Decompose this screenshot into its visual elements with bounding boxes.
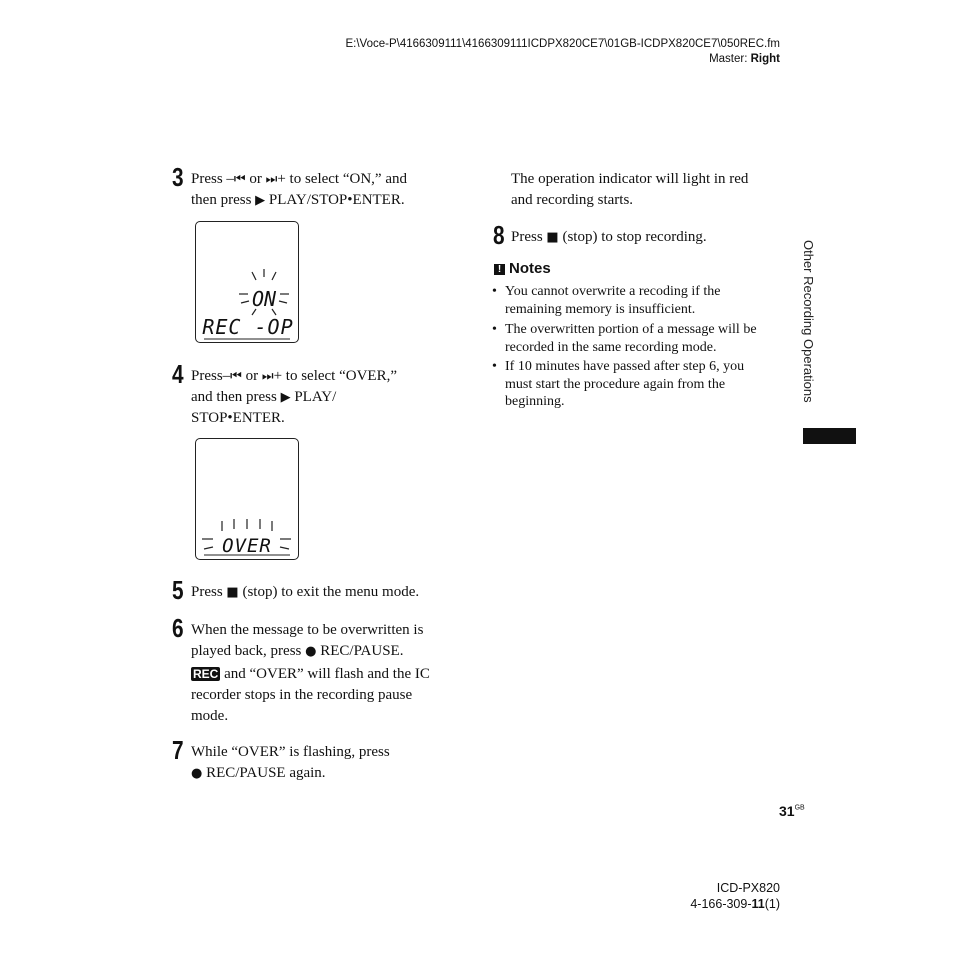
footer-model: ICD-PX820: [716, 881, 780, 895]
section-side-tab: Other Recording Operations: [801, 240, 816, 403]
note-1-line1: You cannot overwrite a recoding if the: [505, 284, 721, 299]
play-icon: ▶: [255, 193, 266, 208]
step-8-number: 8: [493, 220, 505, 250]
step-7-text: [191, 742, 481, 784]
note-3-line2: must start the procedure again from the: [505, 376, 726, 392]
note-2-line2: recorded in the same recording mode.: [505, 339, 717, 355]
lcd-display-over: [195, 438, 299, 560]
footer-model-info: [690, 880, 780, 912]
rec-dot-icon: ●: [305, 644, 317, 659]
page-number-value: 31: [779, 803, 795, 819]
continuation-line1: The operation indicator will light in red: [511, 171, 749, 187]
step-4-line2a: and then press: [191, 389, 281, 405]
file-path: E:\Voce-P\4166309111\4166309111ICDPX820CE7\01GB-ICDPX820CE7\050REC.fm: [345, 38, 780, 50]
step-3-line1a: Press –: [191, 171, 234, 187]
lcd-over-svg: [196, 439, 298, 559]
footer-code: [690, 896, 780, 912]
step-8-line1b: (stop) to stop recording.: [558, 229, 707, 245]
notes-title: Notes: [509, 260, 551, 277]
step-8-text: [511, 227, 791, 248]
step-4-line1a: Press–: [191, 368, 231, 384]
step-3-line2a: then press: [191, 192, 256, 208]
step-3-line1b: or: [245, 171, 266, 187]
step-4-text: [191, 366, 481, 429]
step-4-line2b: PLAY/: [290, 389, 337, 405]
bullet-icon: •: [492, 322, 497, 337]
step-7-line1: While “OVER” is flashing, press: [191, 744, 390, 760]
step-6-line3: and “OVER” will flash and the IC: [220, 666, 430, 682]
step-6-line2b: REC/PAUSE.: [316, 643, 404, 659]
note-text: [505, 321, 757, 356]
note-2-line1: The overwritten portion of a message will be: [505, 322, 757, 337]
step-4-line1b: or: [241, 368, 262, 384]
lcd-on-svg: [196, 222, 298, 342]
step-7-number: 7: [172, 735, 184, 765]
file-path-header: [345, 37, 780, 67]
step-6-text: [191, 620, 481, 727]
footer-code-b: 11: [751, 897, 765, 911]
section-tab-marker: [803, 428, 856, 444]
next-icon: ⏭: [261, 369, 274, 384]
note-item: [492, 358, 782, 412]
step-7-line2: REC/PAUSE again.: [202, 765, 326, 781]
master-line: [345, 52, 780, 67]
bullet-icon: •: [492, 284, 497, 299]
note-text: [505, 283, 721, 318]
note-3-line1: If 10 minutes have passed after step 6, you: [505, 359, 745, 374]
stop-icon: ■: [546, 230, 559, 245]
lcd-display-on: [195, 221, 299, 343]
step-5-line1a: Press: [191, 584, 227, 600]
prev-icon: ⏮: [233, 172, 246, 187]
note-item: [492, 283, 782, 319]
step-4-number: 4: [172, 359, 184, 389]
step-5-number: 5: [172, 575, 184, 605]
step-4-line1c: + to select “OVER,”: [273, 368, 397, 384]
step-6-line4: recorder stops in the recording pause: [191, 687, 413, 703]
lcd-on-text: ON: [251, 287, 277, 311]
rec-dot-icon: ●: [191, 766, 203, 781]
master-label: Master:: [709, 53, 748, 65]
step-5-text: [191, 582, 481, 603]
continuation-line2: and recording starts.: [511, 192, 634, 208]
step-6-line2a: played back, press: [191, 643, 306, 659]
play-icon: ▶: [280, 390, 291, 405]
rec-indicator-badge: REC: [193, 667, 219, 681]
step-3-line1c: + to select “ON,” and: [277, 171, 407, 187]
footer-code-a: 4-166-309-: [690, 897, 752, 911]
step-6-line5: mode.: [191, 708, 229, 724]
step-3-line2b: PLAY/STOP•ENTER.: [265, 192, 405, 208]
stop-icon: ■: [226, 585, 239, 600]
continuation-text: [511, 169, 791, 211]
lcd-rec-op-text: REC -OP: [202, 315, 294, 339]
notes-warning-icon: !: [494, 264, 505, 275]
step-3-number: 3: [172, 162, 184, 192]
step-6-line1: When the message to be overwritten is: [191, 622, 424, 638]
notes-heading: [494, 260, 551, 277]
note-3-line3: beginning.: [505, 394, 565, 409]
next-icon: ⏭: [265, 172, 278, 187]
step-8-line1a: Press: [511, 229, 547, 245]
step-5-line1b: (stop) to exit the menu mode.: [238, 584, 420, 600]
master-value: Right: [750, 53, 780, 65]
page-number-suffix: GB: [794, 804, 805, 812]
note-item: [492, 321, 782, 357]
step-6-number: 6: [172, 613, 184, 643]
note-1-line2: remaining memory is insufficient.: [505, 301, 696, 317]
page-number: [779, 803, 805, 821]
lcd-over-text: OVER: [222, 535, 272, 557]
step-4-line3: STOP•ENTER.: [191, 410, 285, 426]
prev-icon: ⏮: [230, 369, 242, 384]
step-3-text: [191, 169, 481, 211]
bullet-icon: •: [492, 359, 497, 374]
footer-code-c: (1): [764, 897, 780, 911]
note-text: [505, 358, 744, 411]
